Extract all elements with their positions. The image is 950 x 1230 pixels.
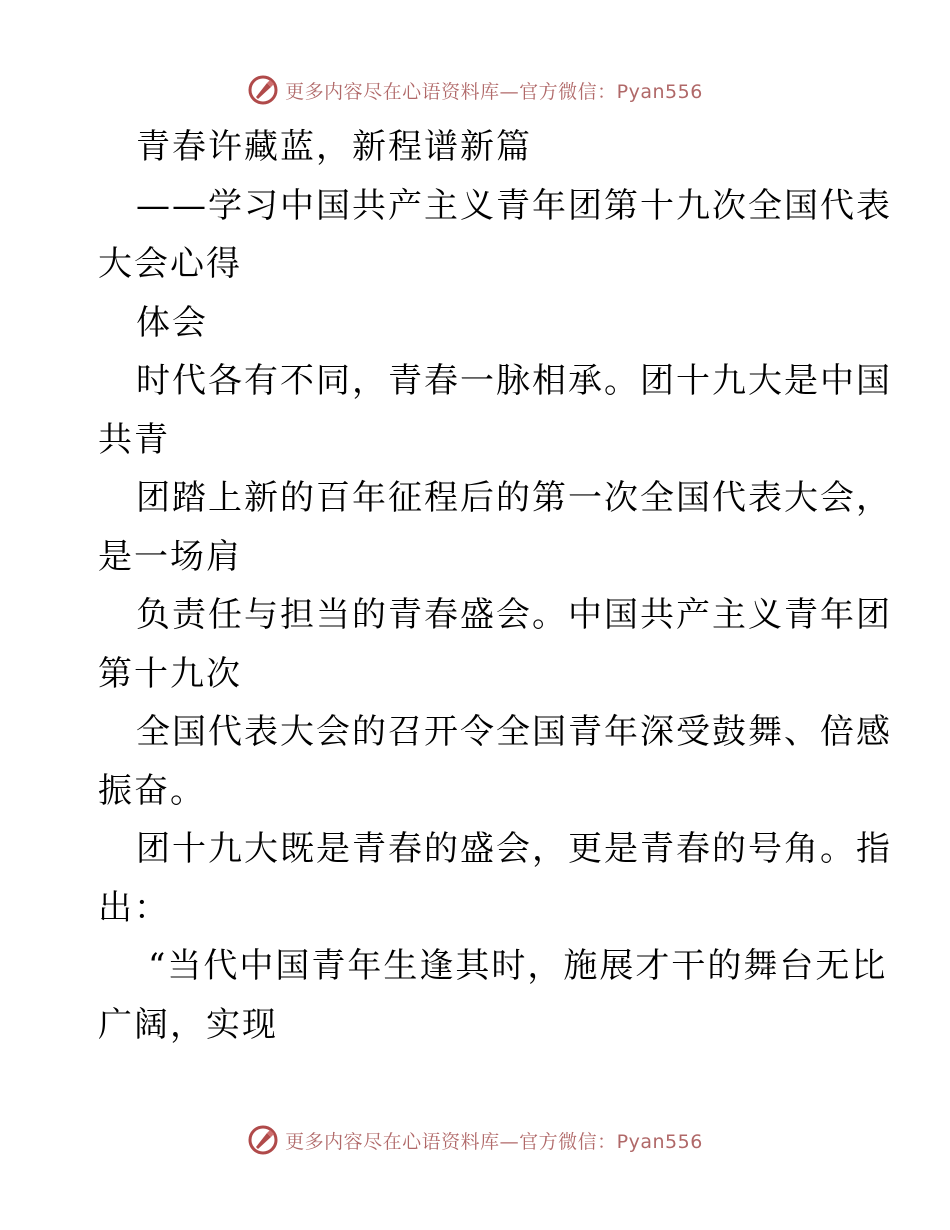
paragraph-line: 全国代表大会的召开令全国青年深受鼓舞、倍感 — [136, 712, 892, 752]
watermark-text-cn: 更多内容尽在心语资料库—官方微信： — [285, 80, 617, 103]
pen-nib-logo-icon — [247, 74, 279, 106]
paragraph-line: 负责任与担当的青春盛会。中国共产主义青年团 — [136, 595, 892, 635]
watermark-text-cn: 更多内容尽在心语资料库—官方微信： — [285, 1130, 617, 1153]
pen-nib-logo-icon — [247, 1124, 279, 1156]
paragraph-line: 时代各有不同，青春一脉相承。团十九大是中国 — [136, 361, 892, 401]
document-title: 青春许藏蓝，新程谱新篇 — [136, 127, 532, 167]
document-body — [98, 118, 892, 1054]
document-subtitle-line: ——学习中国共产主义青年团第十九次全国代表 — [136, 185, 892, 226]
paragraph-line: 出： — [98, 887, 170, 928]
watermark-text-en: Pyan556 — [616, 1130, 703, 1153]
footer-watermark — [0, 1120, 950, 1160]
header-watermark — [0, 70, 950, 110]
paragraph-line: 振奋。 — [98, 770, 206, 811]
watermark-text-en: Pyan556 — [616, 80, 703, 103]
watermark-text — [285, 77, 703, 104]
paragraph-line: 广阔，实现 — [98, 1004, 278, 1045]
document-subtitle-line: 大会心得 — [98, 244, 242, 284]
paragraph-line: 是一场肩 — [98, 536, 242, 577]
document-subtitle-line: 体会 — [136, 302, 208, 343]
paragraph-line: 共青 — [98, 419, 170, 460]
paragraph-line: 第十九次 — [98, 653, 242, 694]
paragraph-line: 团十九大既是青春的盛会，更是青春的号角。指 — [136, 829, 892, 869]
paragraph-line: 团踏上新的百年征程后的第一次全国代表大会， — [136, 478, 892, 518]
paragraph-line: “当代中国青年生逢其时，施展才干的舞台无比 — [148, 946, 888, 986]
watermark-text — [285, 1127, 703, 1154]
